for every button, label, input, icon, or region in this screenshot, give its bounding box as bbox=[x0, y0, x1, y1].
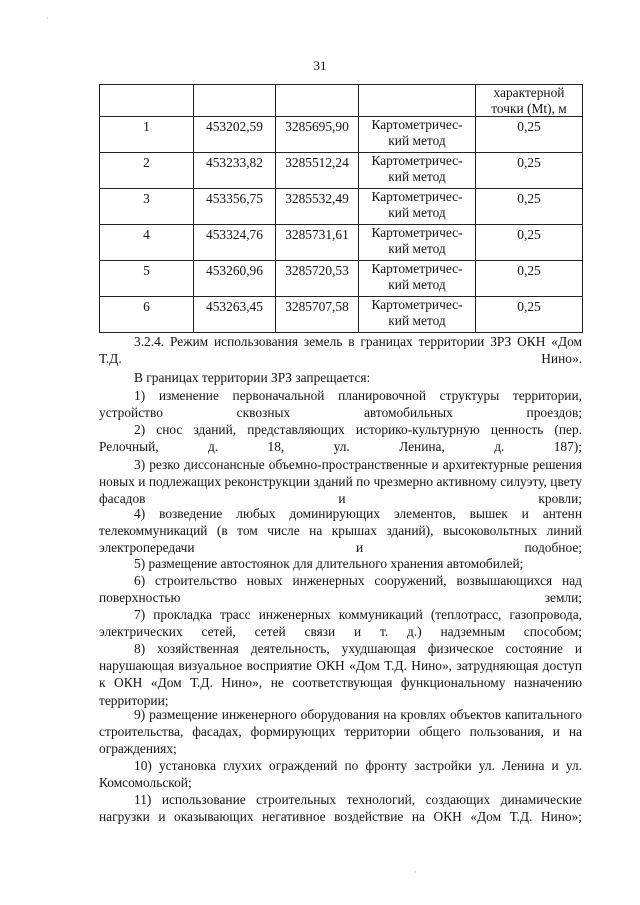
accuracy-cell: 0,25 bbox=[476, 225, 583, 261]
x-coordinate-cell: 453233,82 bbox=[194, 153, 276, 189]
scan-speck: · bbox=[46, 14, 49, 23]
table-row bbox=[100, 189, 583, 225]
table-row bbox=[100, 117, 583, 153]
x-coordinate-cell: 453356,75 bbox=[194, 189, 276, 225]
list-item: 1) изменение первоначальной планировочной структуры территории, устройство сквозных автомобильных проездов; bbox=[99, 388, 582, 421]
accuracy-cell: 0,25 bbox=[476, 153, 583, 189]
scan-speck: · bbox=[414, 868, 417, 877]
list-item: 8) хозяйственная деятельность, ухудшающая физическое состояние и нарушающая визуальное восприятие ОКН «Дом Т.Д. Нино», затрудняющая доступ к ОКН «Дом Т.Д. Нино», не соответствующая функциональному назначению территории; bbox=[99, 641, 582, 708]
list-item: 3) резко диссонансные объемно-пространственные и архитектурные решения новых и подлежащих реконструкции зданий по чрезмерно активному силуэту, цвету фасадов и кровли; bbox=[99, 457, 582, 507]
point-number-cell: 1 bbox=[100, 117, 194, 153]
list-item: 2) снос зданий, представляющих историко-культурную ценность (пер. Релочный, д. 18, ул. Ленина, д. 187); bbox=[99, 422, 582, 455]
page-number: 31 bbox=[313, 58, 327, 73]
accuracy-cell: 0,25 bbox=[476, 189, 583, 225]
y-coordinate-cell: 3285695,90 bbox=[276, 117, 359, 153]
method-cell: Картометричес-кий метод bbox=[359, 225, 476, 261]
method-cell: Картометричес-кий метод bbox=[359, 297, 476, 333]
method-cell: Картометричес-кий метод bbox=[359, 153, 476, 189]
list-item: 11) использование строительных технологий, создающих динамические нагрузки и оказывающих негативное воздействие на ОКН «Дом Т.Д. Нино»; bbox=[99, 792, 582, 825]
coordinates-table bbox=[99, 84, 583, 333]
point-number-cell: 3 bbox=[100, 189, 194, 225]
table-row bbox=[100, 225, 583, 261]
point-number-cell: 4 bbox=[100, 225, 194, 261]
y-coordinate-cell: 3285731,61 bbox=[276, 225, 359, 261]
point-number-cell: 2 bbox=[100, 153, 194, 189]
y-coordinate-cell: 3285512,24 bbox=[276, 153, 359, 189]
x-coordinate-cell: 453260,96 bbox=[194, 261, 276, 297]
list-item: 9) размещение инженерного оборудования на кровлях объектов капитального строительства, фасадах, формирующих территории общего пользования, и на ограждениях; bbox=[99, 707, 582, 757]
point-number-cell: 6 bbox=[100, 297, 194, 333]
method-cell: Картометричес-кий метод bbox=[359, 117, 476, 153]
x-coordinate-cell: 453202,59 bbox=[194, 117, 276, 153]
list-item: 6) строительство новых инженерных сооружений, возвышающихся над поверхностью земли; bbox=[99, 573, 582, 606]
table-header-cell bbox=[194, 85, 276, 117]
table-row bbox=[100, 153, 583, 189]
accuracy-cell: 0,25 bbox=[476, 261, 583, 297]
table-row bbox=[100, 297, 583, 333]
table-header-cell bbox=[276, 85, 359, 117]
accuracy-cell: 0,25 bbox=[476, 297, 583, 333]
y-coordinate-cell: 3285532,49 bbox=[276, 189, 359, 225]
list-item: 10) установка глухих ограждений по фронту застройки ул. Ленина и ул. Комсомольской; bbox=[99, 758, 582, 791]
intro-text: В границах территории ЗРЗ запрещается: bbox=[134, 370, 371, 385]
section-heading: 3.2.4. Режим использования земель в границах территории ЗРЗ ОКН «Дом Т.Д. Нино». bbox=[99, 334, 582, 367]
method-cell: Картометричес-кий метод bbox=[359, 189, 476, 225]
table-header-cell bbox=[100, 85, 194, 117]
list-item: 5) размещение автостоянок для длительного хранения автомобилей; bbox=[134, 556, 524, 571]
accuracy-cell: 0,25 bbox=[476, 117, 583, 153]
table-row bbox=[100, 261, 583, 297]
x-coordinate-cell: 453263,45 bbox=[194, 297, 276, 333]
list-item: 7) прокладка трасс инженерных коммуникаций (теплотрасс, газопровода, электрических сетей, сетей связи и т. д.) надземным способом; bbox=[99, 607, 582, 640]
method-cell: Картометричес-кий метод bbox=[359, 261, 476, 297]
y-coordinate-cell: 3285707,58 bbox=[276, 297, 359, 333]
table-header-cell bbox=[359, 85, 476, 117]
point-number-cell: 5 bbox=[100, 261, 194, 297]
table-header-row bbox=[100, 85, 583, 117]
x-coordinate-cell: 453324,76 bbox=[194, 225, 276, 261]
table-header-cell: характерной точки (Mt), м bbox=[476, 85, 583, 117]
list-item: 4) возведение любых доминирующих элементов, вышек и антенн телекоммуникаций (в том числе на крышах зданий), высоковольтных линий электропередачи и подобное; bbox=[99, 506, 582, 556]
y-coordinate-cell: 3285720,53 bbox=[276, 261, 359, 297]
